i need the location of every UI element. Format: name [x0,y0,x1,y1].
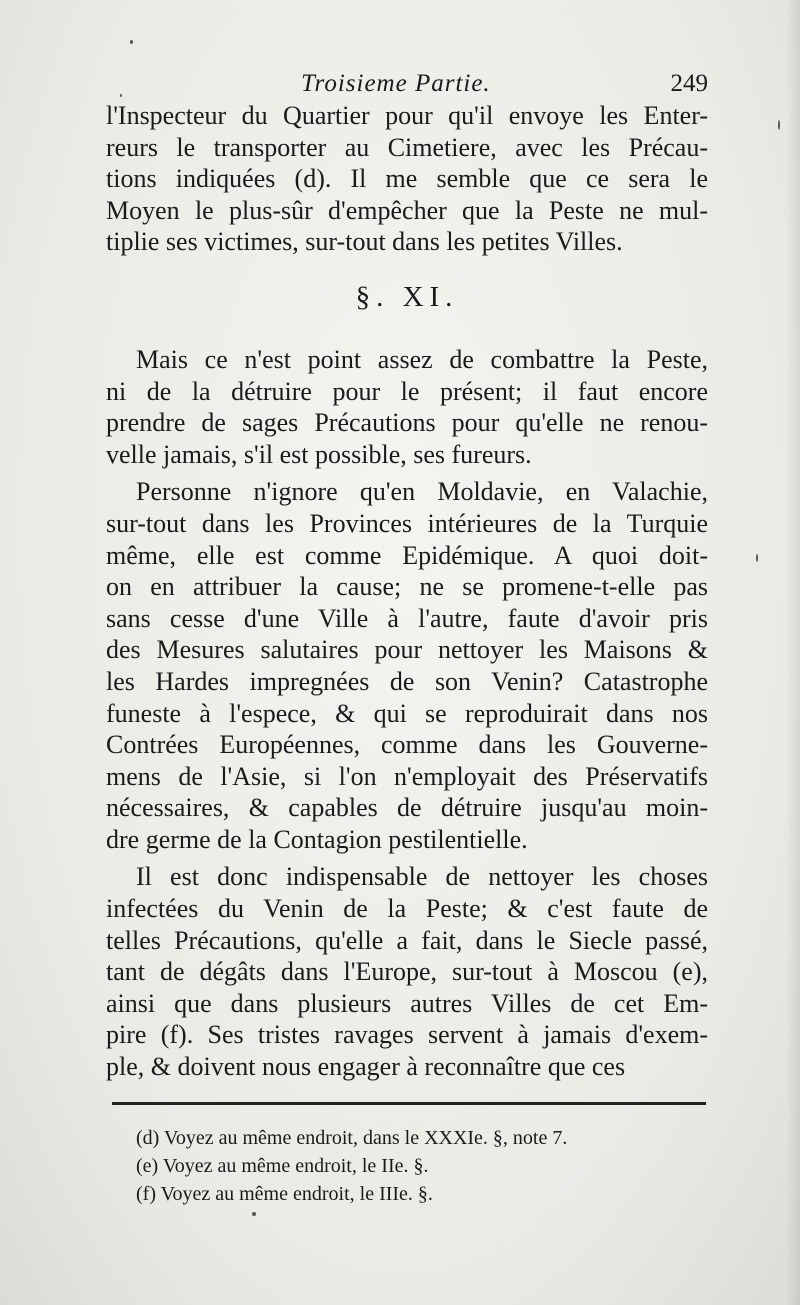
section-heading: §. XI. [355,280,459,313]
text-line: reurs le transporter au Cimetiere, avec les Précau- [106,132,708,162]
text-line: l'Inspecteur du Quartier pour qu'il envoye les Enter- [106,101,708,130]
footnote-rule [112,1102,706,1105]
text-line: infectées du Venin de la Peste; & c'est faute de [106,894,708,924]
body-text [106,100,708,1083]
paper-speck [252,1212,256,1216]
page-number: 249 [670,70,708,97]
paper-speck [130,40,133,44]
page-gutter-shadow [786,0,800,1305]
text-line: velle jamais, s'il est possible, ses fureurs. [106,439,532,469]
running-head: Troisieme Partie. [301,70,491,97]
text-line: sur-tout dans les Provinces intérieures de la Turquie [106,508,708,538]
text-line: Personne n'ignore qu'en Moldavie, en Valachie, [136,477,708,507]
text-line: les Hardes impregnées de son Venin? Catastrophe [106,666,708,696]
text-line: mens de l'Asie, si l'on n'employait des Préservatifs [106,761,708,791]
footnote-d: (d) Voyez au même endroit, dans le XXXIe. §, note 7. [136,1127,568,1149]
footnote-f: (f) Voyez au même endroit, le IIIe. §. [136,1183,433,1205]
text-line: des Mesures salutaires pour nettoyer les Maisons & [106,635,708,665]
footnote-e: (e) Voyez au même endroit, le IIe. §. [136,1155,429,1177]
text-line: ple, & doivent nous engager à reconnaître que ces [106,1052,626,1082]
text-line: on en attribuer la cause; ne se promene-t-elle pas [106,572,708,602]
text-line: dre germe de la Contagion pestilentielle. [106,824,528,854]
footnotes [136,1124,706,1208]
paper-speck [756,554,758,562]
text-line: tions indiquées (d). Il me semble que ce sera le [106,164,708,194]
text-line: même, elle est comme Epidémique. A quoi doit- [106,540,708,570]
paper-speck [778,120,780,130]
text-line: nécessaires, & capables de détruire jusqu'au moin- [106,793,708,823]
text-line: ainsi que dans plusieurs autres Villes de cet Em- [106,988,708,1018]
text-line: ni de la détruire pour le présent; il faut encore [106,376,708,406]
text-line: tant de dégâts dans l'Europe, sur-tout à Moscou (e), [106,957,708,987]
text-line: tiplie ses victimes, sur-tout dans les petites Villes. [106,227,623,257]
text-line: pire (f). Ses tristes ravages servent à jamais d'exem- [106,1020,708,1050]
text-line: sans cesse d'une Ville à l'autre, faute d'avoir pris [106,603,708,633]
text-line: Il est donc indispensable de nettoyer les choses [136,862,708,892]
text-line: prendre de sages Précautions pour qu'elle ne renou- [106,408,708,438]
paper-speck [120,94,122,97]
text-line: telles Précautions, qu'elle a fait, dans le Siecle passé, [106,925,708,955]
text-line: Moyen le plus-sûr d'empêcher que la Peste ne mul- [106,195,708,225]
text-line: Mais ce n'est point assez de combattre la Peste, [136,344,708,374]
text-line: Contrées Européennes, comme dans les Gouverne- [106,730,708,760]
text-line: funeste à l'espece, & qui se reproduirait dans nos [106,698,708,728]
